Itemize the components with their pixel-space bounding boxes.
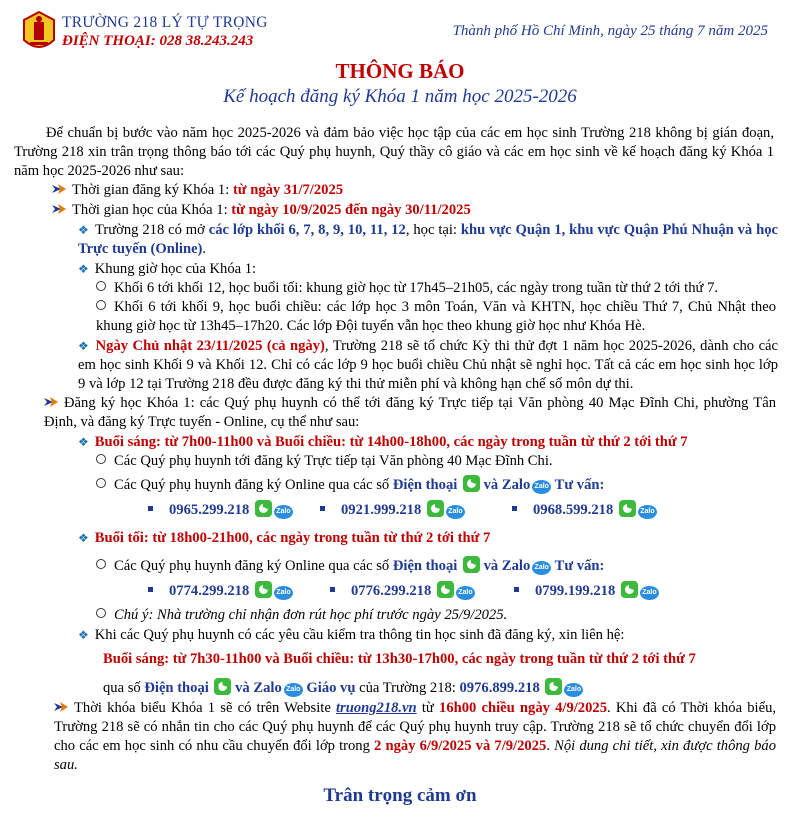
square-bullet-icon: [512, 506, 517, 511]
check-item: [78, 626, 624, 645]
evening-phone-2: [330, 578, 475, 601]
evening-heading-text: Buổi tối: từ 18h00-21h00, các ngày trong tuần từ thứ 2 tới thứ 7: [94, 530, 491, 546]
phone-icon: [545, 678, 562, 695]
timetable-note: Nội dung chi tiết, xin được thông báo sau.: [54, 738, 776, 773]
notice-title: THÔNG BÁO: [335, 59, 465, 83]
circle-bullet-icon: [96, 454, 106, 464]
zalo-icon: Zalo: [446, 505, 465, 519]
circle-bullet-icon: [96, 478, 106, 488]
timetable-from: từ: [416, 700, 440, 716]
phone-icon: [437, 581, 454, 598]
office-number: 0976.899.218: [459, 680, 540, 696]
phone-icon: [463, 556, 480, 573]
circle-bullet-icon: [96, 559, 106, 569]
reg-time-item: [52, 181, 343, 200]
hours-label: Khung giờ học của Khóa 1:: [94, 261, 257, 277]
classes-grades: các lớp khối 6, 7, 8, 9, 10, 11, 12: [208, 222, 406, 238]
hours-afternoon: [96, 298, 776, 336]
advice-word: Tư vấn: [551, 477, 600, 493]
phone-icon: [255, 581, 272, 598]
advice-colon: :: [599, 477, 605, 493]
arrow-bullet-icon: [44, 396, 58, 408]
register-text: Đăng ký học Khóa 1: các Quý phụ huynh có thể tới đăng ký Trực tiếp tại Văn phòng 40 Mạc Đĩnh Chi, phường Tân Định, và đăng ký Trực tuyến - Online, cụ thể như sau:: [44, 395, 776, 430]
advice-word: Tư vấn: [551, 558, 600, 574]
intro-paragraph: Để chuẩn bị bước vào năm học 2025-2026 và đảm bảo việc học tập của các em học sinh Trường 218 không bị gián đoạn, Trường 218 xin trân trọng thông báo tới các Quý phụ huynh, Quý thầy cô giáo và các em học sinh về kế hoạch đăng ký Khóa 1 năm học 2025-2026 như sau:: [14, 125, 774, 179]
zalo-icon: Zalo: [274, 505, 293, 519]
square-bullet-icon: [320, 506, 325, 511]
square-bullet-icon: [514, 587, 519, 592]
arrow-bullet-icon: [52, 203, 66, 215]
zalo-icon: Zalo: [640, 586, 659, 600]
timetable-days: 2 ngày 6/9/2025 và 7/9/2025: [374, 738, 547, 754]
evening-online-text: Các Quý phụ huynh đăng ký Online qua các số: [114, 558, 393, 574]
office-word: Giáo vụ: [302, 680, 356, 696]
advice-colon: :: [599, 558, 605, 574]
check-contact: [103, 675, 583, 698]
note-text: Chú ý: Nhà trường chỉ nhận đơn rút học phí trước ngày 25/9/2025.: [114, 607, 508, 623]
zalo-word: Zalo: [501, 558, 531, 574]
phone-word: Điện thoại: [144, 680, 209, 696]
zalo-word: Zalo: [501, 477, 531, 493]
notice-subtitle: Kế hoạch đăng ký Khóa 1 năm học 2025-2026: [223, 86, 577, 107]
study-time-item: [52, 201, 471, 220]
classes-locations: khu vực Quận 1, khu vực Quận Phú Nhuận và học Trực tuyến (Online): [78, 222, 778, 257]
diamond-bullet-icon: ❖: [78, 435, 89, 449]
and-word: và: [479, 558, 502, 574]
morning-phone-3: [512, 497, 657, 520]
classes-text: Trường 218 có mở: [95, 222, 209, 238]
arrow-bullet-icon: [52, 183, 66, 195]
hours-evening-text: Khối 6 tới khối 12, học buổi tối: khung giờ học từ 17h45–21h05, các ngày trong tuần từ thứ 2 tới thứ 7.: [114, 280, 719, 296]
closing-text: Trân trọng cảm ơn: [323, 785, 477, 806]
morning-phone-1: [148, 497, 293, 520]
arrow-bullet-icon: [54, 701, 68, 713]
zalo-icon: Zalo: [638, 505, 657, 519]
check-text: Khi các Quý phụ huynh có các yêu cầu kiểm tra thông tin học sinh đã đăng ký, xin liên hệ:: [94, 627, 625, 643]
study-time-label: Thời gian học của Khóa 1:: [72, 202, 232, 218]
reg-time-label: Thời gian đăng ký Khóa 1:: [72, 182, 233, 198]
morning-phone-2: [320, 497, 465, 520]
zalo-icon: Zalo: [564, 683, 583, 697]
morning-heading-text: Buổi sáng: từ 7h00-11h00 và Buổi chiều: từ 14h00-18h00, các ngày trong tuần từ thứ 2 tới thứ 7: [94, 434, 688, 450]
exam-date: Ngày Chủ nhật 23/11/2025 (cả ngày): [95, 338, 325, 354]
phone-icon: [214, 678, 231, 695]
check-hours: Buổi sáng: từ 7h30-11h00 và Buổi chiều: từ 13h30-17h00, các ngày trong tuần từ thứ 2 tới thứ 7: [103, 651, 696, 667]
website-link[interactable]: truong218.vn: [335, 700, 417, 716]
classes-end: .: [202, 241, 207, 257]
check-of: của Trường 218:: [355, 680, 460, 696]
square-bullet-icon: [330, 587, 335, 592]
square-bullet-icon: [148, 506, 153, 511]
diamond-bullet-icon: ❖: [78, 339, 90, 353]
square-bullet-icon: [148, 587, 153, 592]
morning-direct-text: Các Quý phụ huynh tới đăng ký Trực tiếp tại Văn phòng 40 Mạc Đĩnh Chi.: [114, 453, 553, 469]
phone-number: 0968.599.218: [533, 502, 614, 518]
timetable-time: 16h00 chiều ngày 4/9/2025: [439, 700, 607, 716]
school-name: TRƯỜNG 218 LÝ TỰ TRỌNG: [62, 14, 268, 31]
morning-online: [96, 472, 604, 495]
phone-number: 0921.999.218: [341, 502, 422, 518]
evening-heading: [78, 529, 490, 548]
phone-icon: [463, 475, 480, 492]
hours-afternoon-text: Khối 6 tới khối 9, học buổi chiều: các lớp học 3 môn Toán, Văn và KHTN, học chiều Thứ 7, Chủ Nhật theo khung giờ học từ 13h45–17h20. Các lớp Đội tuyển vẫn học theo khung giờ học như Khóa Hè.: [96, 299, 776, 334]
morning-heading: [78, 433, 688, 452]
evening-phone-3: [514, 578, 659, 601]
note-item: [96, 606, 507, 625]
exam-item: [78, 337, 778, 394]
phone-icon: [427, 500, 444, 517]
phone-icon: [619, 500, 636, 517]
place-date: Thành phố Hồ Chí Minh, ngày 25 tháng 7 năm 2025: [452, 23, 768, 39]
study-time-value: từ ngày 10/9/2025 đến ngày 30/11/2025: [231, 202, 471, 218]
exam-text: , Trường 218 sẽ tổ chức Kỳ thi thử đợt 1 năm học 2025-2026, dành cho các em học sinh Khối 9 và Khối 12. Chỉ có các lớp 9 học buổi chiều Chủ nhật sẽ nghỉ học. Tất cả các em học sinh học lớp 9 và lớp 12 tại Trường 218 đều được đăng ký thi thử miễn phí và không hạn chế số môn dự thi.: [78, 338, 779, 392]
reg-time-value: từ ngày 31/7/2025: [232, 182, 344, 198]
timetable-item: [54, 699, 776, 775]
morning-online-text: Các Quý phụ huynh đăng ký Online qua các số: [114, 477, 393, 493]
classes-item: [78, 221, 778, 259]
school-phone: ĐIỆN THOẠI: 028 38.243.243: [62, 33, 254, 49]
morning-direct: [96, 452, 553, 471]
zalo-icon: Zalo: [284, 683, 303, 697]
zalo-word: Zalo: [253, 680, 282, 696]
zalo-icon: Zalo: [532, 561, 551, 575]
timetable-dot: .: [546, 738, 555, 754]
school-logo: [20, 10, 58, 56]
hours-evening: [96, 279, 718, 298]
classes-text-2: , học tại:: [405, 222, 461, 238]
phone-icon: [255, 500, 272, 517]
zalo-icon: Zalo: [532, 480, 551, 494]
circle-bullet-icon: [96, 608, 106, 618]
register-item: [44, 394, 776, 432]
diamond-bullet-icon: ❖: [78, 262, 89, 276]
evening-phone-1: [148, 578, 293, 601]
timetable-text-2: . Khi đã có Thời khóa biểu, Trường 218 sẽ có nhắn tin cho các Quý phụ huynh để các Quý phụ huynh truy cập. Trường 218 sẽ tổ chức chuyển đổi lớp cho các em học sinh có nhu cầu chuyển đổi lớp trong: [54, 700, 777, 754]
phone-number: 0776.299.218: [351, 583, 432, 599]
circle-bullet-icon: [96, 300, 106, 310]
zalo-icon: Zalo: [274, 586, 293, 600]
diamond-bullet-icon: ❖: [78, 628, 89, 642]
and-word: và: [231, 680, 254, 696]
phone-word: Điện thoại: [392, 477, 458, 493]
diamond-bullet-icon: ❖: [78, 531, 89, 545]
phone-number: 0774.299.218: [169, 583, 250, 599]
phone-number: 0799.199.218: [535, 583, 616, 599]
evening-online: [96, 553, 604, 576]
diamond-bullet-icon: ❖: [78, 223, 89, 237]
phone-icon: [621, 581, 638, 598]
circle-bullet-icon: [96, 281, 106, 291]
and-word: và: [479, 477, 502, 493]
hours-item: [78, 260, 256, 279]
check-via: qua số: [103, 680, 145, 696]
zalo-icon: Zalo: [456, 586, 475, 600]
phone-number: 0965.299.218: [169, 502, 250, 518]
timetable-text: Thời khóa biểu Khóa 1 sẽ có trên Website: [74, 700, 336, 716]
phone-word: Điện thoại: [392, 558, 458, 574]
